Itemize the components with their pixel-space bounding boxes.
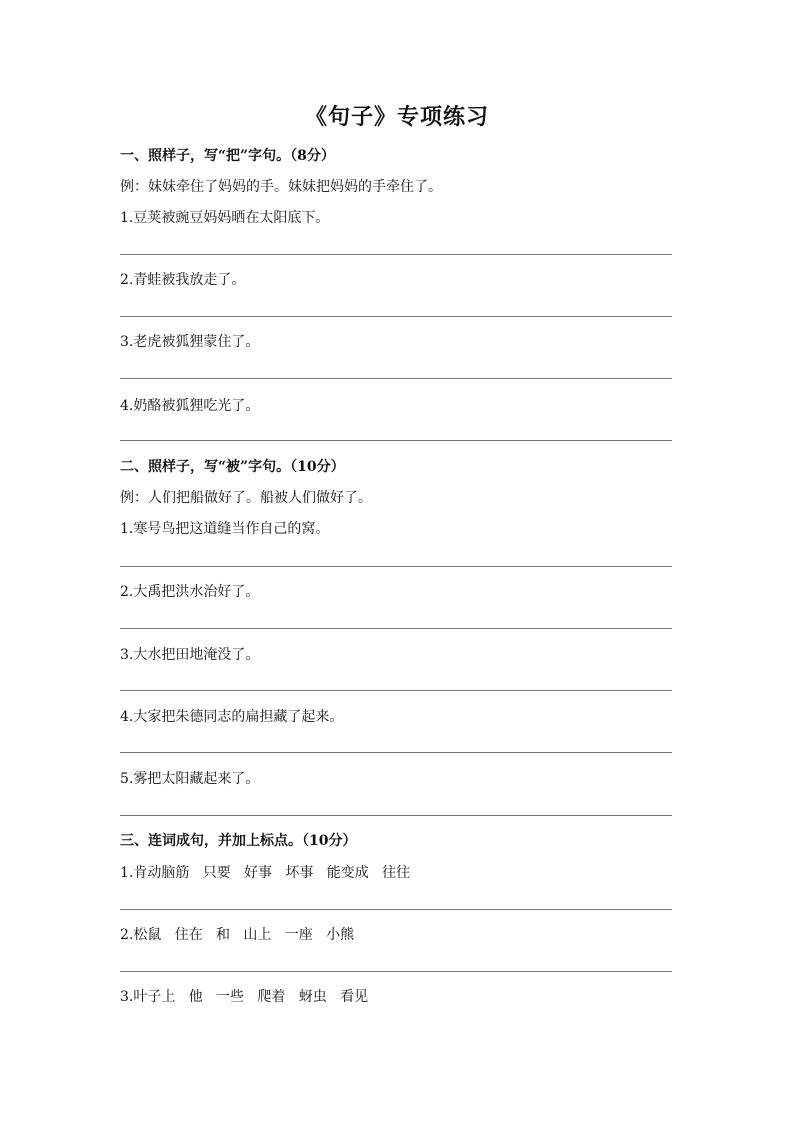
section-2-item-2: 2.大禹把洪水治好了。 — [120, 584, 260, 600]
section-3-item-3: 3.叶子上 他 一些 爬着 蚜虫 看见 — [120, 989, 369, 1005]
section-3-item-2: 2.松鼠 住在 和 山上 一座 小熊 — [120, 927, 355, 943]
answer-line — [120, 566, 672, 567]
page-title: 《句子》专项练习 — [304, 104, 489, 130]
section-2-item-1: 1.寒号鸟把这道缝当作自己的窝。 — [120, 521, 330, 537]
section-1-item-2: 2.青蛙被我放走了。 — [120, 272, 246, 288]
section-1-item-4: 4.奶酪被狐狸吃光了。 — [120, 398, 260, 414]
answer-line — [120, 628, 672, 629]
section-1-heading: 一、照样子，写“把”字句。（8分） — [120, 148, 335, 164]
section-2-item-3: 3.大水把田地淹没了。 — [120, 647, 260, 663]
answer-line — [120, 378, 672, 379]
section-2-item-5: 5.雾把太阳藏起来了。 — [120, 771, 260, 787]
section-3-heading: 三、连词成句，并加上标点。（10分） — [120, 833, 357, 849]
section-2-item-4: 4.大家把朱德同志的扁担藏了起来。 — [120, 709, 344, 725]
section-2-heading: 二、照样子，写“被”字句。（10分） — [120, 459, 345, 475]
answer-line — [120, 690, 672, 691]
answer-line — [120, 316, 672, 317]
answer-line — [120, 254, 672, 255]
answer-line — [120, 971, 672, 972]
answer-line — [120, 909, 672, 910]
answer-line — [120, 752, 672, 753]
section-1-item-3: 3.老虎被狐狸蒙住了。 — [120, 334, 260, 350]
section-3-item-1: 1.肯动脑筋 只要 好事 坏事 能变成 往往 — [120, 865, 411, 881]
answer-line — [120, 440, 672, 441]
answer-line — [120, 815, 672, 816]
section-1-example: 例：妹妹牵住了妈妈的手。妹妹把妈妈的手牵住了。 — [120, 179, 442, 195]
section-1-item-1: 1.豆荚被豌豆妈妈晒在太阳底下。 — [120, 210, 330, 226]
section-2-example: 例：人们把船做好了。船被人们做好了。 — [120, 490, 372, 506]
